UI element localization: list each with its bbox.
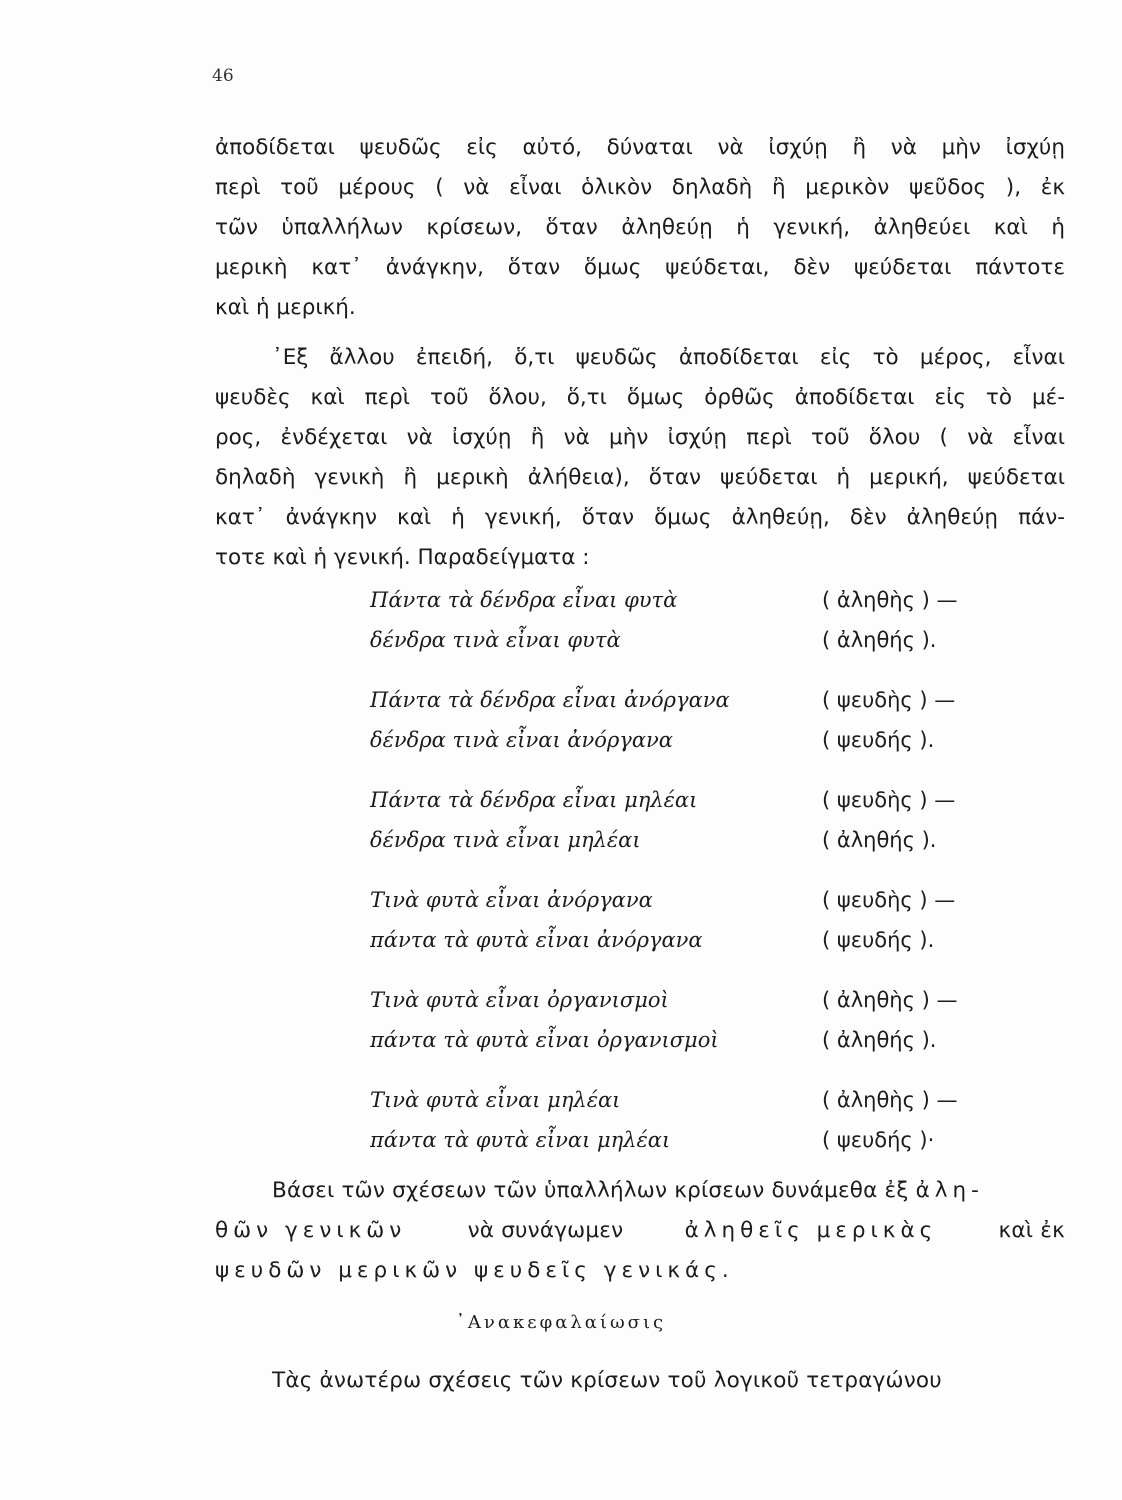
spaced-text: ἀλη-	[915, 1178, 984, 1203]
example-proposition: Πάντα τὰ δένδρα εἶναι φυτὰ	[370, 588, 678, 612]
example-proposition: Τινὰ φυτὰ εἶναι μηλέαι	[370, 1088, 621, 1112]
text-line: δηλαδὴ γενικὴ ἢ μερικὴ ἀλήθεια), ὅταν ψεύδεται ἡ μερική, ψεύδεται	[215, 465, 1065, 490]
text-line	[272, 1178, 984, 1203]
example-truth-value: ( ψευδὴς ) —	[822, 888, 956, 912]
example-proposition: δένδρα τινὰ εἶναι μηλέαι	[370, 828, 641, 852]
text-line	[215, 1218, 1065, 1243]
example-truth-value: ( ἀληθὴς ) —	[822, 1088, 958, 1112]
example-proposition: δένδρα τινὰ εἶναι φυτὰ	[370, 628, 621, 652]
text-line: Τὰς ἀνωτέρω σχέσεις τῶν κρίσεων τοῦ λογικοῦ τετραγώνου	[272, 1368, 942, 1393]
example-truth-value: ( ἀληθής ).	[822, 1028, 937, 1052]
text-line: ψευδὲς καὶ περὶ τοῦ ὅλου, ὅ,τι ὅμως ὀρθῶς ἀποδίδεται εἰς τὸ μέ-	[215, 385, 1065, 410]
text-line: τῶν ὑπαλλήλων κρίσεων, ὅταν ἀληθεύῃ ἡ γενική, ἀληθεύει καὶ ἡ	[215, 215, 1065, 240]
example-proposition: Τινὰ φυτὰ εἶναι ὀργανισμοὶ	[370, 988, 669, 1012]
text-line: ψευδῶν μερικῶν ψευδεῖς γενικάς.	[215, 1258, 734, 1283]
example-proposition: Πάντα τὰ δένδρα εἶναι μηλέαι	[370, 788, 698, 812]
text-span: καὶ ἐκ	[998, 1218, 1065, 1243]
example-proposition: πάντα τὰ φυτὰ εἶναι ἀνόργανα	[370, 928, 703, 952]
example-truth-value: ( ψευδὴς ) —	[822, 788, 956, 812]
example-proposition: Πάντα τὰ δένδρα εἶναι ἀνόργανα	[370, 688, 730, 712]
text-line: καὶ ἡ μερική.	[215, 295, 356, 320]
section-heading: ᾽Ανακεφαλαίωσις	[455, 1312, 667, 1333]
example-truth-value: ( ἀληθής ).	[822, 628, 937, 652]
text-line: ρος, ἐνδέχεται νὰ ἰσχύῃ ἢ νὰ μὴν ἰσχύῃ περὶ τοῦ ὅλου ( νὰ εἶναι	[215, 425, 1065, 450]
example-truth-value: ( ψευδής ).	[822, 928, 935, 952]
text-line: περὶ τοῦ μέρους ( νὰ εἶναι ὁλικὸν δηλαδὴ ἢ μερικὸν ψεῦδος ), ἐκ	[215, 175, 1065, 200]
text-span: νὰ συνάγωμεν	[467, 1218, 624, 1243]
page-number: 46	[212, 66, 234, 86]
text-line: μερικὴ κατ᾽ ἀνάγκην, ὅταν ὅμως ψεύδεται, δὲν ψεύδεται πάντοτε	[215, 255, 1065, 280]
text-line: ἀποδίδεται ψευδῶς εἰς αὐτό, δύναται νὰ ἰσχύῃ ἢ νὰ μὴν ἰσχύῃ	[215, 135, 1065, 160]
text-line: τοτε καὶ ἡ γενική. Παραδείγματα :	[215, 545, 590, 570]
text-line: ᾽Εξ ἄλλου ἐπειδή, ὅ,τι ψευδῶς ἀποδίδεται εἰς τὸ μέρος, εἶναι	[272, 345, 1065, 370]
example-proposition: δένδρα τινὰ εἶναι ἀνόργανα	[370, 728, 673, 752]
example-proposition: πάντα τὰ φυτὰ εἶναι ὀργανισμοὶ	[370, 1028, 719, 1052]
example-proposition: πάντα τὰ φυτὰ εἶναι μηλέαι	[370, 1128, 671, 1152]
example-proposition: Τινὰ φυτὰ εἶναι ἀνόργανα	[370, 888, 653, 912]
text-span: Βάσει τῶν σχέσεων τῶν ὑπαλλήλων κρίσεων δυνάμεθα ἐξ	[272, 1178, 909, 1203]
spaced-text: ἀληθεῖς μερικὰς	[684, 1218, 938, 1243]
example-truth-value: ( ψευδής ).	[822, 728, 935, 752]
example-truth-value: ( ψευδής )·	[822, 1128, 935, 1152]
spaced-text: θῶν γενικῶν	[215, 1218, 407, 1243]
text-line: κατ᾽ ἀνάγκην καὶ ἡ γενική, ὅταν ὅμως ἀληθεύῃ, δὲν ἀληθεύῃ πάν-	[215, 505, 1065, 530]
example-truth-value: ( ἀληθὴς ) —	[822, 588, 958, 612]
example-truth-value: ( ψευδὴς ) —	[822, 688, 956, 712]
example-truth-value: ( ἀληθὴς ) —	[822, 988, 958, 1012]
example-truth-value: ( ἀληθής ).	[822, 828, 937, 852]
